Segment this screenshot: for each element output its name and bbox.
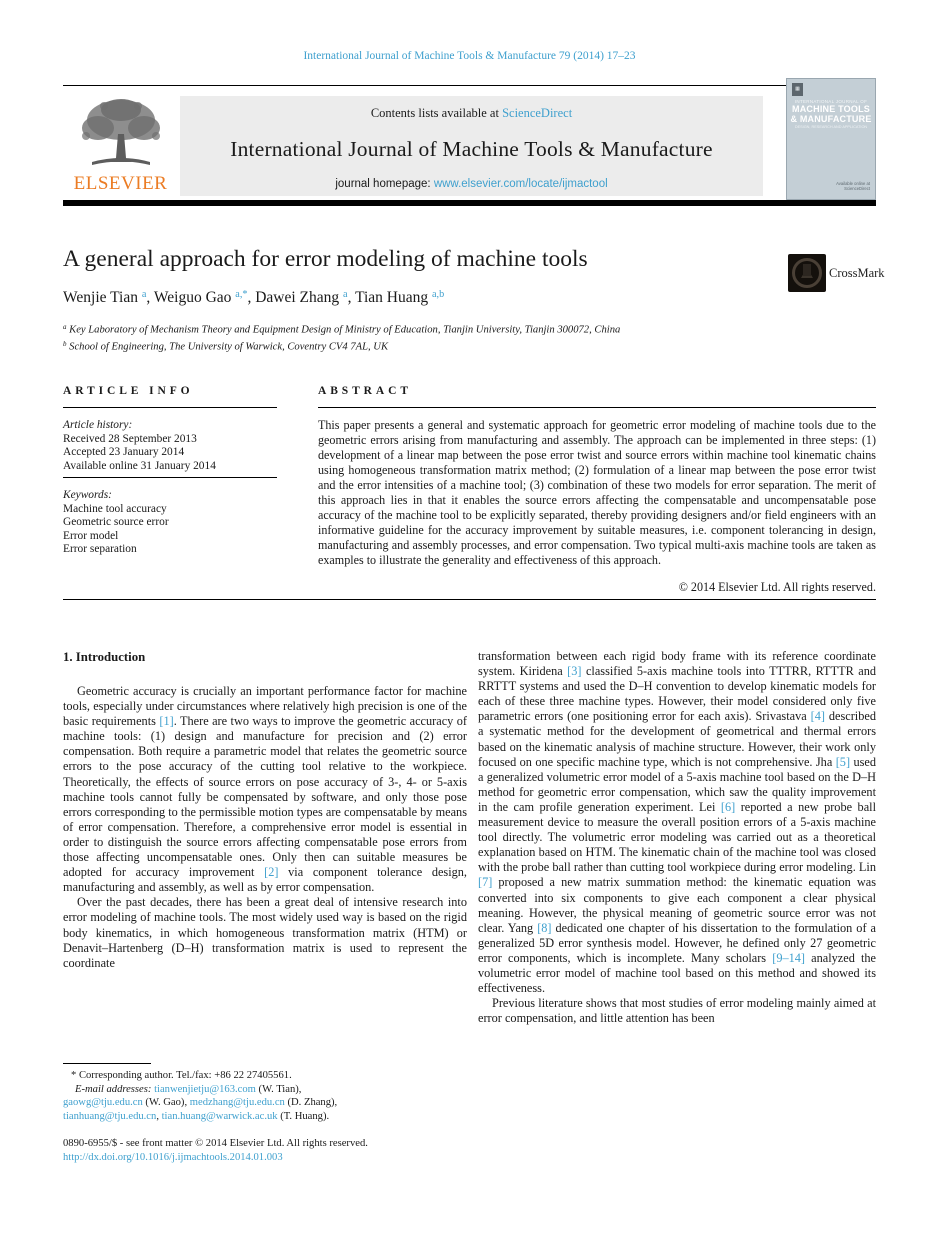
elsevier-logo[interactable] bbox=[63, 96, 178, 196]
citation-ref-5[interactable]: [5] bbox=[835, 754, 851, 769]
text-segment: a bbox=[141, 289, 147, 300]
text-segment: a bbox=[63, 323, 67, 331]
text-segment: a,b bbox=[432, 289, 445, 300]
keyword-4: Error separation bbox=[63, 543, 137, 556]
doi-line bbox=[63, 1151, 563, 1165]
text-segment: , bbox=[146, 289, 154, 307]
top-divider bbox=[63, 85, 876, 86]
email-link-zhang[interactable]: medzhang@tju.edu.cn bbox=[189, 1097, 285, 1109]
cover-line-1: INTERNATIONAL JOURNAL OF bbox=[794, 99, 868, 104]
text-segment: Geometric accuracy is crucially an important performance factor for machine tools, especially under circumstances where relatively high precision is one of the basic requirements bbox=[63, 684, 467, 729]
journal-cover-thumbnail[interactable] bbox=[786, 78, 876, 200]
header-thick-rule bbox=[63, 200, 876, 206]
keyword-3: Error model bbox=[63, 529, 119, 542]
text-segment: School of Engineering, The University of Warwick, Coventry CV4 7AL, UK bbox=[66, 341, 389, 353]
citation-ref-8[interactable]: [8] bbox=[537, 920, 552, 935]
abstract-heading-rule bbox=[318, 407, 876, 408]
elsevier-tree-icon bbox=[72, 96, 170, 170]
text-segment: Previous literature shows that most studies of error modeling mainly aimed at error compensation, and little attention has been bbox=[478, 996, 876, 1026]
section-1-heading: 1. Introduction bbox=[63, 650, 146, 664]
abstract-heading: ABSTRACT bbox=[318, 385, 412, 397]
abstract-copyright: © 2014 Elsevier Ltd. All rights reserved. bbox=[678, 580, 876, 594]
journal-header-box bbox=[180, 96, 763, 196]
citation-ref-2[interactable]: [2] bbox=[264, 865, 279, 880]
history-received: Received 28 September 2013 bbox=[63, 432, 197, 445]
text-segment: , bbox=[247, 289, 256, 307]
cover-line-4: DESIGN, RESEARCH AND APPLICATION bbox=[794, 125, 868, 129]
text-segment: , bbox=[347, 289, 356, 307]
left-paragraph-2 bbox=[63, 895, 467, 970]
footnote-block bbox=[63, 1069, 467, 1123]
elsevier-wordmark: ELSEVIER bbox=[73, 173, 168, 194]
text-segment: Wenjie Tian bbox=[63, 289, 142, 307]
text-segment: Key Laboratory of Mechanism Theory and Equipment Design of Ministry of Education, Tianjin University, Tianjin 300072, China bbox=[66, 324, 621, 336]
text-segment: Tian Huang bbox=[355, 289, 433, 307]
text-segment: transformation between each rigid body frame with its reference coordinate system. Kiridena bbox=[478, 649, 876, 679]
email-link-huang-warwick[interactable]: tian.huang@warwick.ac.uk bbox=[161, 1110, 278, 1122]
body-right-column bbox=[478, 649, 876, 1026]
text-segment: a bbox=[343, 289, 348, 300]
left-paragraph-1 bbox=[63, 684, 467, 895]
history-bottom-rule bbox=[63, 477, 277, 478]
cover-line-3: & MANUFACTURE bbox=[790, 114, 872, 124]
keyword-1: Machine tool accuracy bbox=[63, 502, 167, 515]
email-line-1 bbox=[63, 1083, 467, 1097]
footnote-rule bbox=[63, 1063, 151, 1064]
text-segment: journal homepage: bbox=[335, 178, 434, 190]
sciencedirect-link[interactable]: ScienceDirect bbox=[502, 106, 573, 120]
journal-homepage-link[interactable]: www.elsevier.com/locate/ijmactool bbox=[433, 178, 608, 190]
contents-line bbox=[180, 106, 763, 121]
article-info-heading: ARTICLE INFO bbox=[63, 385, 194, 397]
article-title: A general approach for error modeling of machine tools bbox=[63, 246, 588, 272]
text-segment: b bbox=[63, 340, 67, 349]
affiliation-a bbox=[63, 320, 823, 337]
citation-ref-1[interactable]: [1] bbox=[159, 714, 174, 729]
text-segment: analyzed the volumetric error model of machine tool based on this method and showed its effectiveness. bbox=[478, 950, 877, 996]
cover-elsevier-mark-icon: ▦ bbox=[792, 83, 803, 96]
citation-ref-4[interactable]: [4] bbox=[810, 709, 825, 724]
history-available: Available online 31 January 2014 bbox=[63, 459, 216, 472]
text-segment: via component tolerance design, manufacturing and assembly, as well as by error compensation. bbox=[63, 865, 467, 895]
doi-link[interactable]: http://dx.doi.org/10.1016/j.ijmachtools.2014.01.003 bbox=[63, 1151, 283, 1163]
text-segment: . There are two ways to improve the geometric accuracy of machine tools: (1) design and manufacture for precision and (2) error compensation. Both require a parametric model that relates the geometric source errors to the pose accuracy of the cutting tool relative to the workpiece. Theoretically, the effects of source errors on pose accuracy of 3-, 4- or 5-axis machine tools cannot fully be compensated by software, and only those pose errors corresponding to the permissible motion types are compensatable by means of error compensation. Therefore, a comprehensive error model is essential in order to distinguish the source errors affecting compensatable pose errors from those affecting uncompensatable ones. Only then can suitable measures be adopted for accuracy improvement bbox=[63, 714, 467, 880]
affiliations bbox=[63, 320, 823, 355]
imprint-block bbox=[63, 1137, 563, 1165]
right-paragraph-2 bbox=[478, 996, 876, 1026]
body-left-column bbox=[63, 684, 467, 971]
email-link-gao[interactable]: gaowg@tju.edu.cn bbox=[63, 1097, 143, 1109]
keyword-2: Geometric source error bbox=[63, 516, 169, 529]
crossmark-icon bbox=[788, 254, 826, 292]
citation-ref-9-14[interactable]: [9–14] bbox=[772, 950, 806, 965]
abstract-bottom-rule bbox=[63, 599, 876, 600]
email-line-3 bbox=[63, 1110, 467, 1124]
cover-line-2: MACHINE TOOLS bbox=[792, 104, 870, 114]
email-link-huang-tju[interactable]: tianhuang@tju.edu.cn bbox=[63, 1110, 157, 1122]
citation-ref-7[interactable]: [7] bbox=[478, 875, 493, 890]
text-segment: Weiguo Gao bbox=[153, 289, 236, 307]
text-segment: reported a new probe ball measurement device to measure the overall position errors of a 5-axis machine tool directly. The volumetric error modeling was carried out as a theoretical explanation based on HTM. The kinematic chain of the machine tool was closed with the probe ball rather than cutting tool workpiece during error modeling. Lin bbox=[478, 799, 876, 875]
text-segment: described a systematic method for the development of geometrical and thermal errors based on the kinematic analysis of machine structure. However, their work only focused on one specific machine type, which is not comprehensive. Jha bbox=[478, 709, 876, 769]
keywords-block bbox=[63, 489, 277, 557]
text-segment: Contents lists available at bbox=[370, 106, 503, 120]
info-heading-rule bbox=[63, 407, 277, 408]
text-segment: used a generalized volumetric error model of a 5-axis machine tool based on the D–H method for geometric error compensation, which saw the quality improvement in the cam profile generation experiment. Lei bbox=[478, 754, 876, 814]
citation-ref-6[interactable]: [6] bbox=[720, 799, 736, 814]
crossmark-label: CrossMark bbox=[829, 265, 885, 280]
email-line-2 bbox=[63, 1096, 467, 1110]
text-segment: dedicated one chapter of his dissertation to the formulation of a generalized 5D error synthesis model. However, he defined only 27 geometric error components, which is incomplete. Many scholars bbox=[478, 920, 876, 965]
cover-sciencedirect-note: Available online at ScienceDirect bbox=[836, 181, 870, 191]
email-link-tian[interactable]: tianwenjietju@163.com bbox=[154, 1083, 256, 1095]
keywords-label: Keywords: bbox=[63, 489, 112, 501]
text-segment: a,* bbox=[235, 289, 248, 300]
text-segment: (W. Tian), bbox=[255, 1083, 302, 1095]
citation-ref-3[interactable]: [3] bbox=[567, 664, 582, 679]
text-segment: proposed a new matrix summation method: the kinematic equation was converted into six components to give each component a clear physical meaning. However, the physical meaning of geometric source error was not clear. Yang bbox=[478, 875, 876, 935]
article-history-label: Article history: bbox=[63, 419, 133, 431]
article-history bbox=[63, 419, 277, 473]
text-segment: Dawei Zhang bbox=[255, 289, 344, 307]
affiliation-b bbox=[63, 337, 823, 354]
crossmark-badge[interactable] bbox=[788, 254, 908, 292]
text-segment: (D. Zhang), bbox=[284, 1097, 338, 1109]
journal-title: International Journal of Machine Tools & Manufacture bbox=[230, 137, 713, 161]
issn-copyright-line: 0890-6955/$ - see front matter © 2014 Elsevier Ltd. All rights reserved. bbox=[63, 1138, 368, 1149]
text-segment: (T. Huang). bbox=[277, 1110, 330, 1122]
abstract-text: This paper presents a general and systematic approach for geometric error modeling of machine tools due to the geometric errors arising from manufacturing and assembly. The approach can be implemented in three steps: (1) development of a linear map between the pose error twist and source errors within machine tool kinematic chains using homogeneous transformation matrix method; (2) formulation of a linear map between the pose error twist and the error intensities of a machine tool; (3) combination of these two models for error separation. The merit of this approach lies in that it enables the source errors affecting the compensatable and uncompensatable pose accuracy of the machine tool to be explicitly separated, thereby providing designers and/or field engineers with an informative guideline for the accuracy improvement by suitable measures, i.e. component tolerancing in design, manufacturing and assembly processes, and error compensation. Two typical multi-axis machine tools are taken as examples to illustrate the generality and effectiveness of this approach. bbox=[318, 418, 876, 567]
text-segment: Over the past decades, there has been a great deal of intensive research into error modeling of machine tools. The most widely used way is based on the rigid body kinematics, in which homogeneous transformation matrix (HTM) or Denavit–Hartenberg (D–H) transformation matrix is used to represent the coordinate bbox=[63, 895, 467, 970]
journal-homepage-line bbox=[180, 178, 763, 190]
text-segment: , bbox=[156, 1110, 162, 1122]
author-list bbox=[63, 289, 763, 307]
history-accepted: Accepted 23 January 2014 bbox=[63, 446, 185, 459]
text-segment: (W. Gao), bbox=[142, 1097, 190, 1109]
right-paragraph-1 bbox=[478, 649, 876, 996]
text-segment: classified 5-axis machine tools into TTTRR, RTTTR and RRTTT systems and used the D–H convention to develop kinematic models for each of these three machine types. However, their model considered only five parametric errors (one positioning error for each axis). Srivastava bbox=[478, 664, 876, 724]
journal-citation-line: International Journal of Machine Tools & Manufacture 79 (2014) 17–23 bbox=[303, 50, 636, 62]
text-segment: E-mail addresses: bbox=[75, 1083, 155, 1095]
corresponding-author-note: * Corresponding author. Tel./fax: +86 22 27405561. bbox=[71, 1070, 292, 1081]
